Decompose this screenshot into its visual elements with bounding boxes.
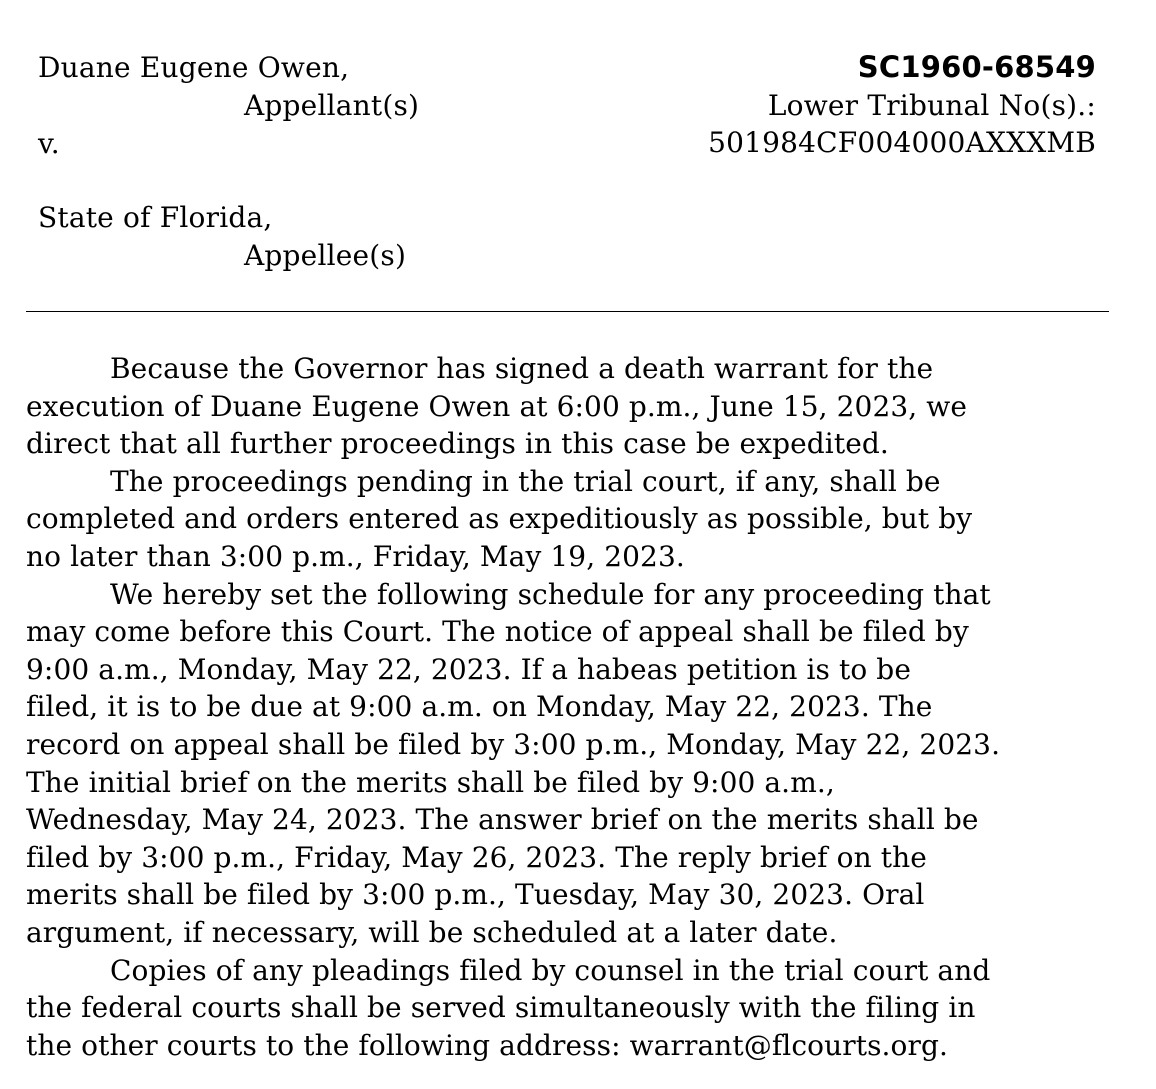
- order-body: [26, 350, 1116, 1064]
- versus-label: v.: [38, 127, 60, 160]
- lower-tribunal-label: Lower Tribunal No(s).:: [767, 89, 1096, 122]
- order-paragraph-schedule: We hereby set the following schedule for any proceeding that may come before this Court. The notice of appeal shall be filed by 9:00 a.m., Monday, May 22, 2023. If a habeas petition is to be filed, it is to be due at 9:00 a.m. on Monday, May 22, 2023. The record on appeal shall be filed by 3:00 p.m., Monday, May 22, 2023. The initial brief on the merits shall be filed by 9:00 a.m., Wednesday, May 24, 2023. The answer brief on the merits shall be filed by 3:00 p.m., Friday, May 26, 2023. The reply brief on the merits shall be filed by 3:00 p.m., Tuesday, May 30, 2023. Oral argument, if necessary, will be scheduled at a later date.: [26, 577, 1001, 949]
- case-number: SC1960-68549: [857, 50, 1096, 84]
- appellant-name: Duane Eugene Owen,: [38, 51, 350, 84]
- order-paragraph-expedite: Because the Governor has signed a death warrant for the execution of Duane Eugene Owen at 6:00 p.m., June 15, 2023, we direct that all further proceedings in this case be expedited.: [26, 352, 968, 461]
- order-paragraph-trial-court: The proceedings pending in the trial court, if any, shall be completed and orders entered as expeditiously as possible, but by no later than 3:00 p.m., Friday, May 19, 2023.: [26, 464, 973, 573]
- case-caption: [0, 0, 1156, 300]
- order-paragraph-service: Copies of any pleadings filed by counsel in the trial court and the federal courts shall be served simultaneously with the filing in the other courts to the following address: warrant@flcourts.org.: [26, 953, 991, 1062]
- appellee-name: State of Florida,: [38, 201, 273, 234]
- lower-tribunal-number: 501984CF004000AXXXMB: [708, 126, 1096, 159]
- caption-divider: [26, 311, 1109, 312]
- appellant-role: Appellant(s): [244, 89, 420, 122]
- appellee-role: Appellee(s): [244, 239, 407, 272]
